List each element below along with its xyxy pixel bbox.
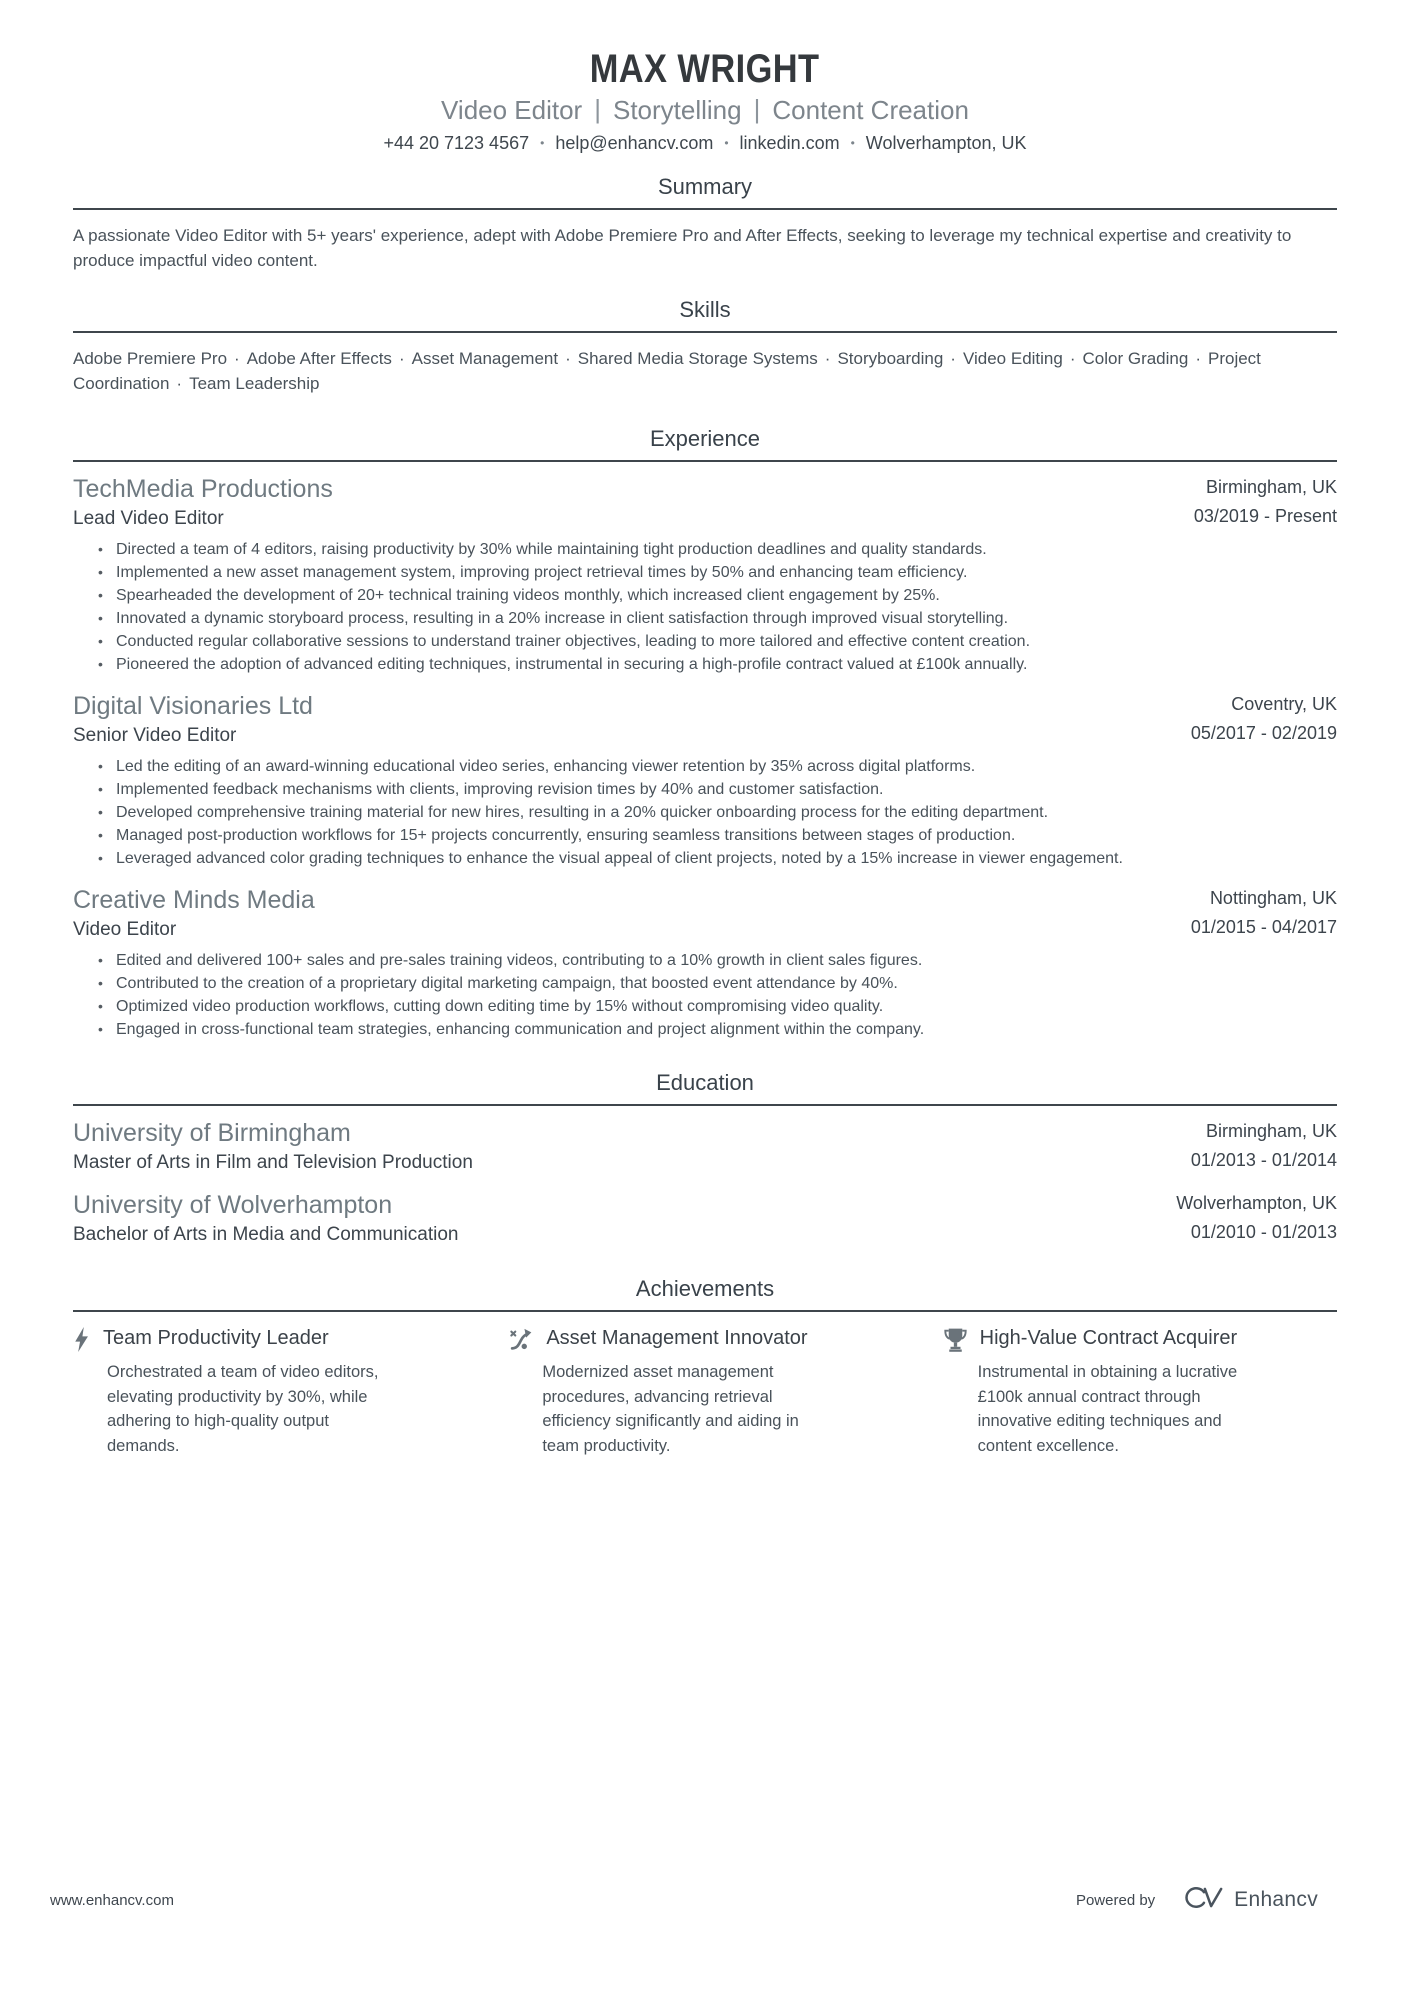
skill-item: Adobe Premiere Pro (73, 349, 228, 368)
education-entry-header (73, 1119, 1337, 1174)
achievement-text: Instrumental in obtaining a lucrative £100k annual contract through innovative editing techniques and content excellence. (977, 1363, 1238, 1455)
job-bullet: • Optimized video production workflows, cutting down editing time by 15% without compromising video quality. (97, 996, 1337, 1017)
strategy-arrow-icon (508, 1327, 533, 1352)
experience-entry-right (1174, 475, 1337, 528)
job-bullet: • Implemented feedback mechanisms with clients, improving revision times by 40% and customer satisfaction. (97, 779, 1337, 800)
experience-entry-right (1171, 692, 1337, 745)
enhancv-brand-name: Enhancv (1234, 1888, 1318, 1911)
skills-heading: Skills (679, 297, 731, 322)
achievement-text: Modernized asset management procedures, advancing retrieval efficiency significantly and aiding in team productivity. (542, 1363, 799, 1455)
school-dates: 01/2013 - 01/2014 (1190, 1150, 1337, 1170)
education-entry-right (1171, 1119, 1337, 1172)
job-bullet: • Managed post-production workflows for 15+ projects concurrently, ensuring seamless transitions between stages of production. (97, 825, 1337, 846)
experience-heading: Experience (649, 426, 761, 451)
job-title: Video Editor (73, 919, 177, 940)
achievements-heading: Achievements (635, 1276, 775, 1301)
company-name: Creative Minds Media (73, 886, 315, 914)
achievement-text: Orchestrated a team of video editors, elevating productivity by 30%, while adhering to high-quality output demands. (107, 1363, 379, 1455)
job-bullet: • Contributed to the creation of a proprietary digital marketing campaign, that boosted event attendance by 40%. (97, 973, 1337, 994)
page-footer (50, 1884, 1318, 1916)
school-dates: 01/2010 - 01/2013 (1190, 1222, 1337, 1242)
achievement-item (508, 1326, 901, 1458)
job-location: Nottingham, UK (1209, 888, 1337, 908)
experience-section (73, 426, 1337, 1040)
skill-separator: · (824, 349, 831, 368)
contact-separator-icon: • (724, 136, 729, 150)
location-text: Wolverhampton, UK (865, 133, 1027, 153)
powered-by-label: Powered by (1075, 1891, 1156, 1909)
job-location: Birmingham, UK (1205, 477, 1337, 497)
linkedin-link[interactable]: linkedin.com (739, 133, 840, 153)
skill-separator: · (1069, 349, 1076, 368)
achievement-title: Asset Management Innovator (546, 1327, 808, 1349)
section-divider (73, 208, 1337, 210)
experience-entry (73, 692, 1337, 869)
achievement-item (944, 1326, 1337, 1458)
experience-entry (73, 886, 1337, 1040)
lightning-icon (73, 1327, 90, 1352)
job-bullet: • Spearheaded the development of 20+ technical training videos monthly, which increased client engagement by 25%. (97, 585, 1337, 606)
section-divider (73, 1310, 1337, 1312)
skill-item: Adobe After Effects (246, 349, 392, 368)
job-title: Lead Video Editor (73, 508, 224, 529)
summary-heading: Summary (657, 174, 753, 199)
school-name: University of Birmingham (73, 1119, 351, 1147)
section-divider (73, 460, 1337, 462)
achievement-title: High-Value Contract Acquirer (979, 1327, 1238, 1349)
powered-by-group (1076, 1884, 1318, 1916)
education-entry-right (1156, 1191, 1337, 1244)
skill-item: Color Grading (1082, 349, 1189, 368)
education-entry-header (73, 1191, 1337, 1246)
experience-entry-header (73, 886, 1337, 941)
summary-text: A passionate Video Editor with 5+ years' experience, adept with Adobe Premiere Pro and After Effects, seeking to leverage my technical expertise and creativity to produce impactful video content. (73, 226, 1292, 270)
education-entry (73, 1191, 1337, 1246)
headline-separator: | (753, 94, 761, 124)
job-bullet: • Leveraged advanced color grading techniques to enhance the visual appeal of client projects, noted by a 15% increase in viewer engagement. (97, 848, 1337, 869)
job-bullet: • Engaged in cross-functional team strategies, enhancing communication and project alignment within the company. (97, 1019, 1337, 1040)
job-location: Coventry, UK (1231, 694, 1337, 714)
job-bullet: • Innovated a dynamic storyboard process, resulting in a 20% increase in client satisfaction through improved visual storytelling. (97, 608, 1337, 629)
achievement-title: Team Productivity Leader (103, 1327, 329, 1349)
email-link[interactable]: help@enhancv.com (555, 133, 714, 153)
education-entry (73, 1119, 1337, 1174)
headline-part-3: Content Creation (772, 95, 969, 125)
experience-entry-left (73, 692, 313, 747)
contact-line (73, 132, 1337, 154)
job-bullet: • Conducted regular collaborative sessions to understand trainer objectives, leading to more tailored and effective content creation. (97, 631, 1337, 652)
school-location: Birmingham, UK (1205, 1121, 1337, 1141)
skill-item: Project Coordination (73, 349, 1261, 393)
education-section (73, 1070, 1337, 1246)
skill-separator: · (1195, 349, 1201, 368)
education-heading: Education (656, 1070, 754, 1095)
experience-entry-left (73, 886, 315, 941)
summary-section (73, 174, 1337, 273)
headline-separator: | (594, 94, 601, 124)
achievement-header (944, 1326, 1337, 1352)
job-dates: 03/2019 - Present (1193, 506, 1337, 526)
job-bullet: • Edited and delivered 100+ sales and pre-sales training videos, contributing to a 10% growth in client sales figures. (97, 950, 1337, 971)
skill-separator: · (234, 349, 240, 368)
achievement-item (73, 1326, 466, 1458)
section-divider (73, 331, 1337, 333)
achievement-header (73, 1326, 466, 1352)
job-bullet: • Pioneered the adoption of advanced editing techniques, instrumental in securing a high-profile contract valued at £100k annually. (97, 654, 1337, 675)
job-dates: 05/2017 - 02/2019 (1190, 723, 1337, 743)
trophy-icon (944, 1327, 967, 1352)
company-name: TechMedia Productions (73, 475, 333, 503)
degree-name: Master of Arts in Film and Television Production (73, 1152, 473, 1173)
candidate-headline (73, 95, 1337, 125)
education-entry-left (73, 1119, 473, 1174)
achievements-grid (73, 1326, 1337, 1458)
section-divider (73, 1104, 1337, 1106)
phone-number: +44 20 7123 4567 (383, 133, 530, 153)
skill-item: Shared Media Storage Systems (577, 349, 818, 368)
contact-separator-icon: • (540, 136, 545, 150)
skill-separator: · (176, 374, 183, 393)
experience-entry-header (73, 475, 1337, 530)
experience-entry-left (73, 475, 333, 530)
job-bullet-list (97, 539, 1337, 675)
skill-item: Video Editing (962, 349, 1063, 368)
company-name: Digital Visionaries Ltd (73, 692, 313, 720)
enhancv-logo (1181, 1884, 1318, 1916)
job-bullet-list (97, 756, 1337, 869)
job-title: Senior Video Editor (73, 725, 237, 746)
education-entry-left (73, 1191, 458, 1246)
experience-entry (73, 475, 1337, 675)
experience-entry-header (73, 692, 1337, 747)
achievements-section (73, 1276, 1337, 1458)
achievement-header (508, 1326, 901, 1352)
headline-part-2: Storytelling (612, 95, 742, 125)
resume-header (73, 48, 1337, 154)
job-bullet: • Implemented a new asset management system, improving project retrieval times by 50% and enhancing team efficiency. (97, 562, 1337, 583)
skill-item: Storyboarding (837, 349, 944, 368)
headline-part-1: Video Editor (441, 95, 583, 125)
enhancv-logo-icon (1181, 1884, 1225, 1916)
skills-section (73, 297, 1337, 396)
candidate-name-text: MAX WRIGHT (590, 47, 820, 91)
skill-item: Asset Management (411, 349, 559, 368)
school-name: University of Wolverhampton (73, 1191, 393, 1219)
skill-item: Team Leadership (189, 374, 320, 393)
job-bullet: • Directed a team of 4 editors, raising productivity by 30% while maintaining tight production deadlines and quality standards. (97, 539, 1337, 560)
job-bullet-list (97, 950, 1337, 1040)
skills-list (73, 346, 1337, 396)
job-bullet: • Led the editing of an award-winning educational video series, enhancing viewer retention by 35% across digital platforms. (97, 756, 1337, 777)
degree-name: Bachelor of Arts in Media and Communication (73, 1224, 459, 1245)
job-bullet: • Developed comprehensive training material for new hires, resulting in a 20% quicker onboarding process for the editing department. (97, 802, 1337, 823)
contact-separator-icon: • (850, 136, 855, 150)
experience-entry-right (1171, 886, 1337, 939)
website-link[interactable]: www.enhancv.com (50, 1891, 174, 1909)
skill-separator: · (565, 349, 571, 368)
school-location: Wolverhampton, UK (1176, 1193, 1337, 1213)
skill-separator: · (398, 349, 405, 368)
skill-separator: · (950, 349, 956, 368)
candidate-name (73, 48, 1337, 90)
job-dates: 01/2015 - 04/2017 (1190, 917, 1337, 937)
